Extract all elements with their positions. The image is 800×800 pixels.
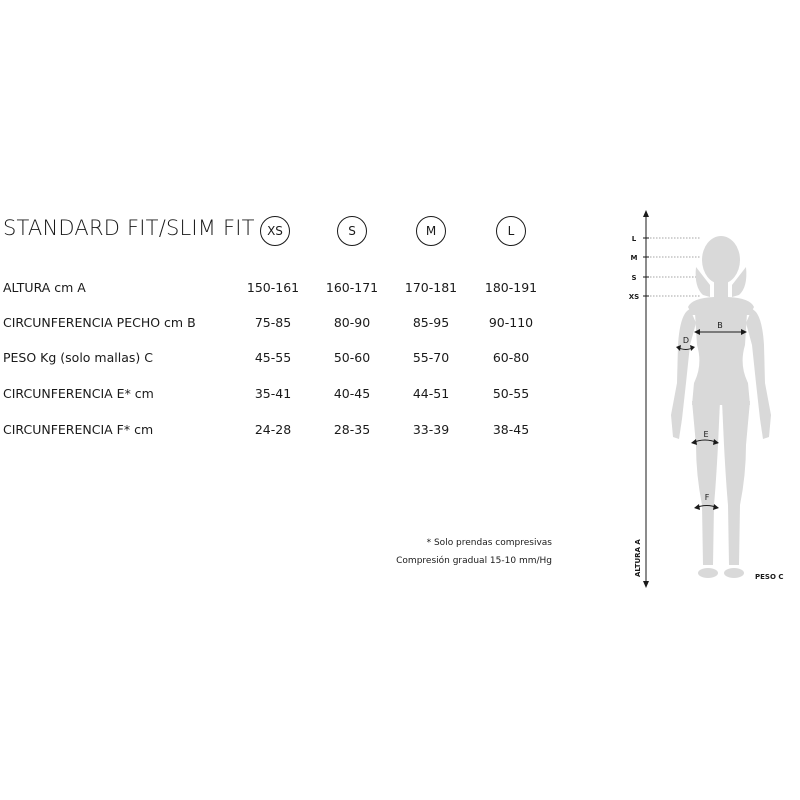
height-arrow-top xyxy=(643,210,649,217)
height-arrow-bottom xyxy=(643,581,649,588)
size-badge-xs: XS xyxy=(260,216,290,246)
cell-peso-l: 60-80 xyxy=(492,350,530,365)
cell-circ-e-s: 40-45 xyxy=(333,386,371,401)
cell-peso-xs: 45-55 xyxy=(254,350,292,365)
level-label-m: M xyxy=(630,254,638,262)
cell-altura-l: 180-191 xyxy=(484,280,538,295)
cell-circ-f-m: 33-39 xyxy=(412,422,450,437)
cell-pecho-s: 80-90 xyxy=(333,315,371,330)
cell-pecho-l: 90-110 xyxy=(488,315,534,330)
cell-altura-s: 160-171 xyxy=(325,280,379,295)
row-label-circ-f: CIRCUNFERENCIA F* cm xyxy=(3,422,154,437)
row-label-altura: ALTURA cm A xyxy=(3,280,86,295)
cell-altura-xs: 150-161 xyxy=(246,280,300,295)
note-compressive: * Solo prendas compresivas xyxy=(426,538,552,548)
size-badge-s: S xyxy=(337,216,367,246)
cell-peso-m: 55-70 xyxy=(412,350,450,365)
height-label: ALTURA A xyxy=(634,539,642,577)
chart-title: STANDARD FIT/SLIM FIT xyxy=(3,216,255,240)
row-label-circ-e: CIRCUNFERENCIA E* cm xyxy=(3,386,154,401)
level-label-l: L xyxy=(631,235,637,243)
cell-pecho-m: 85-95 xyxy=(412,315,450,330)
body-silhouette xyxy=(671,236,771,578)
size-badge-l: L xyxy=(496,216,526,246)
measure-label-b: B xyxy=(717,321,723,330)
measure-label-f: F xyxy=(704,493,710,502)
cell-altura-m: 170-181 xyxy=(404,280,458,295)
cell-circ-f-s: 28-35 xyxy=(333,422,371,437)
level-label-xs: XS xyxy=(628,293,640,301)
row-label-peso: PESO Kg (solo mallas) C xyxy=(3,350,153,365)
note-compression: Compresión gradual 15-10 mm/Hg xyxy=(396,556,552,566)
level-label-s: S xyxy=(631,274,637,282)
body-measurement-figure xyxy=(600,205,800,595)
cell-circ-e-m: 44-51 xyxy=(412,386,450,401)
cell-circ-e-xs: 35-41 xyxy=(254,386,292,401)
cell-circ-e-l: 50-55 xyxy=(492,386,530,401)
size-badge-m: M xyxy=(416,216,446,246)
weight-label: PESO C xyxy=(755,573,784,581)
cell-circ-f-xs: 24-28 xyxy=(254,422,292,437)
cell-peso-s: 50-60 xyxy=(333,350,371,365)
row-label-pecho: CIRCUNFERENCIA PECHO cm B xyxy=(3,315,196,330)
cell-pecho-xs: 75-85 xyxy=(254,315,292,330)
measure-label-e: E xyxy=(703,430,709,439)
measure-label-d: D xyxy=(682,336,690,345)
cell-circ-f-l: 38-45 xyxy=(492,422,530,437)
